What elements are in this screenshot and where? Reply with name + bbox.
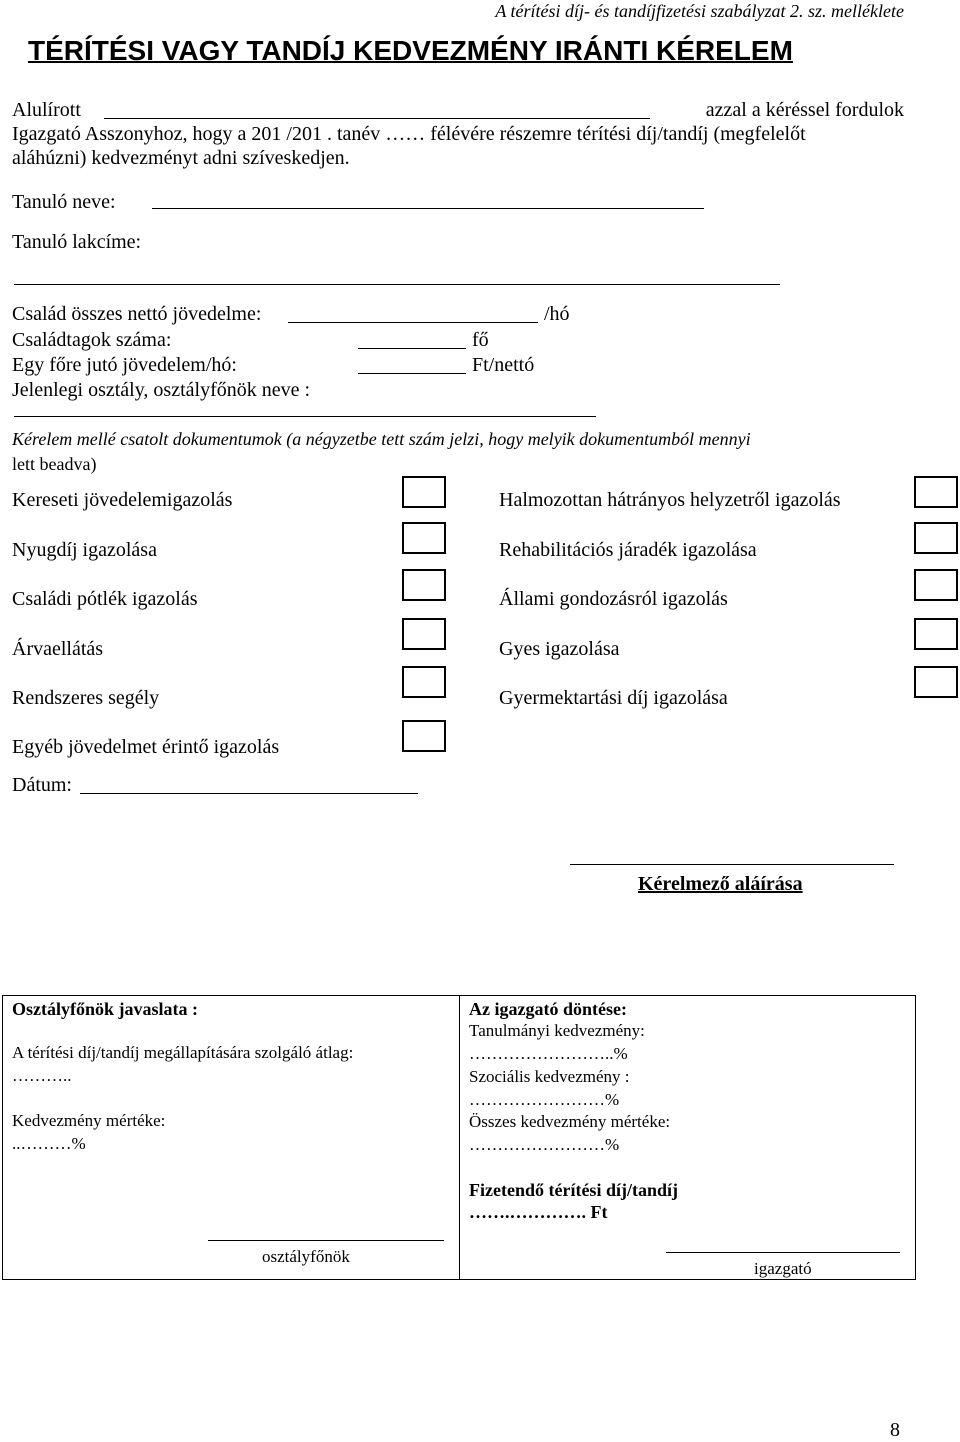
- attachment-checkbox[interactable]: [402, 522, 446, 554]
- attachment-label: Állami gondozásról igazolás: [499, 588, 728, 610]
- attachment-checkbox[interactable]: [914, 522, 958, 554]
- form-teacher-signature-label: osztályfőnök: [262, 1247, 350, 1266]
- principal-signature-label: igazgató: [754, 1259, 812, 1278]
- principal-heading: Az igazgató döntése:: [469, 999, 627, 1019]
- attachment-checkbox[interactable]: [914, 666, 958, 698]
- class-teacher-line[interactable]: [14, 416, 596, 417]
- attachment-label: Családi pótlék igazolás: [12, 588, 198, 610]
- discount-label: Kedvezmény mértéke:: [12, 1111, 166, 1130]
- date-label: Dátum:: [12, 774, 72, 796]
- attachment-checkbox[interactable]: [914, 476, 958, 508]
- payable-fee-value[interactable]: …….…………. Ft: [469, 1202, 608, 1222]
- panel-divider: [459, 995, 460, 1280]
- page-number: 8: [890, 1419, 900, 1441]
- attachment-label: Gyermektartási díj igazolása: [499, 687, 728, 709]
- attachment-label: Halmozottan hátrányos helyzetről igazolás: [499, 489, 841, 511]
- per-capita-label: Egy főre jutó jövedelem/hó:: [12, 354, 237, 376]
- attachment-label: Árvaellátás: [12, 638, 104, 660]
- social-discount-label: Szociális kedvezmény :: [469, 1067, 630, 1086]
- principal-signature-line[interactable]: [666, 1252, 900, 1253]
- family-members-label: Családtagok száma:: [12, 329, 172, 351]
- intro-request-text: azzal a kéréssel fordulok: [705, 99, 904, 121]
- intro-alulirott: Alulírott: [12, 99, 81, 121]
- total-income-unit: /hó: [544, 303, 570, 325]
- attachment-checkbox[interactable]: [402, 720, 446, 752]
- attachments-note-2: lett beadva): [12, 454, 97, 474]
- family-members-line[interactable]: [358, 348, 466, 349]
- attachment-checkbox[interactable]: [402, 618, 446, 650]
- per-capita-unit: Ft/nettó: [472, 354, 535, 376]
- attachment-checkbox[interactable]: [402, 569, 446, 601]
- applicant-signature-label: Kérelmező aláírása: [638, 873, 803, 895]
- page-title: TÉRÍTÉSI VAGY TANDÍJ KEDVEZMÉNY IRÁNTI KÉRELEM: [28, 35, 793, 66]
- attachment-label: Kereseti jövedelemigazolás: [12, 489, 233, 511]
- intro-line-3: aláhúzni) kedvezményt adni szíveskedjen.: [12, 147, 350, 169]
- total-income-label: Család összes nettó jövedelme:: [12, 303, 262, 325]
- intro-line-2: Igazgató Asszonyhoz, hogy a 201 /201 . tanév …… félévére részemre térítési díj/tandíj (megfelelőt: [12, 123, 806, 145]
- average-label: A térítési díj/tandíj megállapítására szolgáló átlag:: [12, 1043, 354, 1062]
- attachment-label: Gyes igazolása: [499, 638, 620, 660]
- class-teacher-label: Jelenlegi osztály, osztályfőnök neve :: [12, 379, 311, 401]
- attachment-label: Rendszeres segély: [12, 687, 160, 709]
- discount-value[interactable]: ..………%: [12, 1134, 86, 1153]
- form-teacher-signature-line[interactable]: [208, 1240, 444, 1241]
- average-value[interactable]: ………..: [12, 1066, 72, 1085]
- academic-discount-label: Tanulmányi kedvezmény:: [469, 1021, 645, 1040]
- student-address-line[interactable]: [14, 284, 780, 285]
- applicant-name-line[interactable]: [104, 118, 650, 119]
- attachment-checkbox[interactable]: [914, 569, 958, 601]
- attachment-checkbox[interactable]: [402, 476, 446, 508]
- payable-fee-label: Fizetendő térítési díj/tandíj: [469, 1180, 678, 1200]
- student-name-line[interactable]: [152, 208, 704, 209]
- attachment-label: Rehabilitációs járadék igazolása: [499, 539, 757, 561]
- attachments-note-1: Kérelem mellé csatolt dokumentumok (a négyzetbe tett szám jelzi, hogy melyik dokumentumból mennyi: [12, 429, 751, 449]
- total-income-line[interactable]: [288, 322, 538, 323]
- student-name-label: Tanuló neve:: [12, 191, 116, 213]
- family-members-unit: fő: [472, 329, 489, 351]
- attachment-checkbox[interactable]: [402, 666, 446, 698]
- social-discount-value[interactable]: ……………………%: [469, 1090, 620, 1109]
- per-capita-line[interactable]: [358, 373, 466, 374]
- date-line[interactable]: [80, 793, 418, 794]
- attachment-label: Nyugdíj igazolása: [12, 539, 157, 561]
- attachment-checkbox[interactable]: [914, 618, 958, 650]
- applicant-signature-line[interactable]: [570, 864, 894, 865]
- total-discount-value[interactable]: ……………………%: [469, 1135, 620, 1154]
- form-teacher-heading: Osztályfőnök javaslata :: [12, 999, 198, 1019]
- academic-discount-value[interactable]: ……………………..%: [469, 1044, 628, 1063]
- attachment-label: Egyéb jövedelmet érintő igazolás: [12, 736, 280, 758]
- annex-reference: A térítési díj- és tandíjfizetési szabályzat 2. sz. melléklete: [495, 1, 904, 21]
- student-address-label: Tanuló lakcíme:: [12, 231, 142, 253]
- total-discount-label: Összes kedvezmény mértéke:: [469, 1112, 671, 1131]
